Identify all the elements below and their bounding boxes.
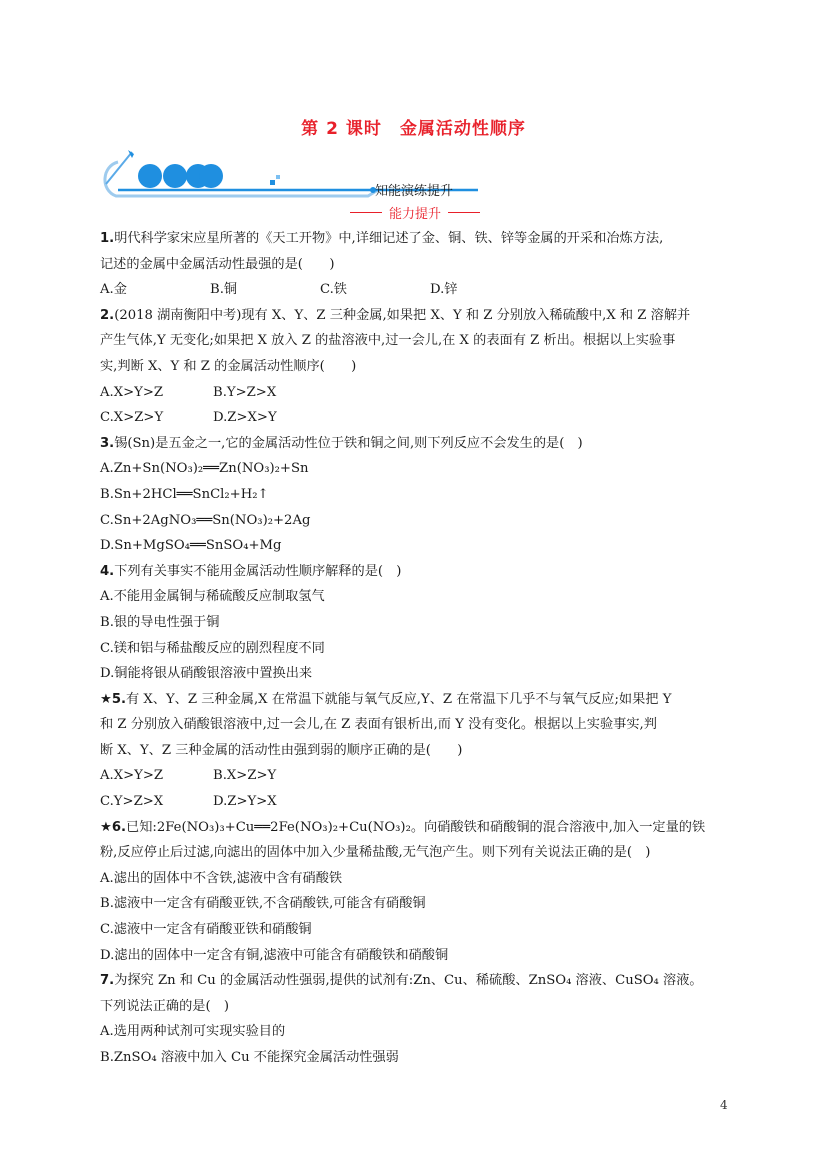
option: C.Y>Z>X — [100, 794, 164, 810]
question-2: 2.(2018 湖南衡阳中考)现有 X、Y、Z 三种金属,如果把 X、Y 和 Z 分别放入稀硫酸中,X 和 Z 溶解并 — [100, 307, 691, 323]
option: A.不能用金属铜与稀硫酸反应制取氢气 — [100, 589, 325, 605]
option: A.金 — [100, 282, 127, 298]
option: B.Sn+2HCl══SnCl₂+H₂↑ — [100, 486, 269, 502]
option: C.Sn+2AgNO₃══Sn(NO₃)₂+2Ag — [100, 512, 311, 528]
option: D.Z>Y>X — [213, 794, 277, 810]
question-5: ★5.有 X、Y、Z 三种金属,X 在常温下就能与氧气反应,Y、Z 在常温下几乎不与氧气反应;如果把 Y — [100, 691, 672, 707]
option: B.银的导电性强于铜 — [100, 614, 220, 630]
option: D.Z>X>Y — [213, 410, 277, 426]
question-1: 1.明代科学家宋应星所著的《天工开物》中,详细记述了金、铜、铁、锌等金属的开采和冶炼方法, — [100, 231, 664, 246]
question-2-options — [100, 380, 730, 406]
subsection-rule-right — [448, 212, 480, 213]
option: B.滤液中一定含有硝酸亚铁,不含硝酸铁,可能含有硝酸铜 — [100, 896, 426, 912]
option: B.X>Z>Y — [213, 768, 277, 784]
option: C.滤液中一定含有硝酸亚铁和硝酸铜 — [100, 922, 312, 938]
option: A.X>Y>Z — [100, 384, 164, 400]
option: D.滤出的固体中一定含有铜,滤液中可能含有硝酸铁和硝酸铜 — [100, 947, 449, 963]
option: C.X>Z>Y — [100, 410, 164, 426]
option: A.选用两种试剂可实现实验目的 — [100, 1024, 286, 1040]
question-5-options — [100, 763, 730, 789]
question-3: 3.锡(Sn)是五金之一,它的金属活动性位于铁和铜之间,则下列反应不会发生的是( ) — [100, 435, 583, 451]
option: B.ZnSO₄ 溶液中加入 Cu 不能探究金属活动性强弱 — [100, 1050, 399, 1065]
option: A.Zn+Sn(NO₃)₂══Zn(NO₃)₂+Sn — [100, 461, 309, 477]
option: C.镁和铝与稀盐酸反应的剧烈程度不同 — [100, 640, 325, 656]
question-4: 4.下列有关事实不能用金属活动性顺序解释的是( ) — [100, 563, 402, 579]
question-7: 7.为探究 Zn 和 Cu 的金属活动性强弱,提供的试剂有:Zn、Cu、稀硫酸、ZnSO₄ 溶液、CuSO₄ 溶液。 — [100, 973, 703, 989]
question-1-options — [100, 277, 730, 303]
page-number: 4 — [720, 1098, 728, 1112]
page-title: 第 2 课时 金属活动性顺序 — [301, 119, 526, 139]
option: D.锌 — [430, 282, 458, 298]
question-6: ★6.已知:2Fe(NO₃)₃+Cu══2Fe(NO₃)₂+Cu(NO₃)₂。向硝酸铁和硝酸铜的混合溶液中,加入一定量的铁 — [100, 819, 706, 835]
question-list: 1.明代科学家宋应星所著的《天工开物》中,详细记述了金、铜、铁、锌等金属的开采和冶炼方法, 记述的金属中金属活动性最强的是( ) A.金 B.铜 C.铁 D.锌 2.(2018 湖南衡阳中考)现有 X、Y、Z 三种金属,如果把 X、Y 和 Z 分别放入稀硫酸中,X 和 Z 溶解并 产生气体,Y 无变化;如果把 X 放入 Z 的盐溶液中,过一会儿,在 X 的表面有 Z 析出。根据以上实验事 实,判断 X、Y 和 Z 的金属活动性顺序( ) A.X>Y>Z B.Y>Z>X C.X>Z>Y D.Z>X>Y 3.锡(Sn)是五金之一,它的金属活动性位于铁和铜之间,则下列反应不会发生的是( ) A.Zn+Sn(NO₃)₂══Zn(NO₃)₂+Sn B.Sn+2HCl══SnCl₂+H₂↑ C.Sn+2AgNO₃══Sn(NO₃)₂+2Ag D.Sn+MgSO₄══SnSO₄+Mg 4.下列有关事实不能用金属活动性顺序解释的是( ) A.不能用金属铜与稀硫酸反应制取氢气 B.银的导电性强于铜 C.镁和铝与稀盐酸反应的剧烈程度不同 D.铜能将银从硝酸银溶液中置换出来 ★5.有 X、Y、Z 三种金属,X 在常温下就能与氧气反应,Y、Z 在常温下几乎不与氧气反应;如果把 Y 和 Z 分别放入硝酸银溶液中,过一会儿,在 Z 表面有银析出,而 Y 没有变化。根据以上实验事实,判 断 X、Y、Z 三种金属的活动性由强到弱的顺序正确的是( ) A.X>Y>Z B.X>Z>Y C.Y>Z>X D.Z>Y>X ★6.已知:2Fe(NO₃)₃+Cu══2Fe(NO₃)₂+Cu(NO₃)₂。向硝酸铁和硝酸铜的混合溶液中,加入一定量的铁 粉,反应停止后过滤,向滤出的固体中加入少量稀盐酸,无气泡产生。则下列有关说法正确的是( ) A.滤出的固体中不含铁,滤液中含有硝酸铁 B.滤液中一定含有硝酸亚铁,不含硝酸铁,可能含有硝酸铜 C.滤液中一定含有硝酸亚铁和硝酸铜 D.滤出的固体中一定含有铜,滤液中可能含有硝酸铁和硝酸铜 7.为探究 Zn 和 Cu 的金属活动性强弱,提供的试剂有:Zn、Cu、稀硫酸、ZnSO₄ 溶液、CuSO₄ 溶液。 下列说法正确的是( ) A.选用两种试剂可实现实验目的 B.ZnSO₄ 溶液中加入 Cu 不能探究金属活动性强弱 — [100, 226, 730, 1071]
option: B.Y>Z>X — [213, 384, 277, 400]
option: C.铁 — [320, 282, 347, 298]
option: A.X>Y>Z — [100, 768, 164, 784]
option: A.滤出的固体中不含铁,滤液中含有硝酸铁 — [100, 870, 343, 886]
subsection-label: 能力提升 — [388, 207, 441, 222]
option: D.铜能将银从硝酸银溶液中置换出来 — [100, 666, 313, 682]
section-label: 知能演练提升 — [375, 184, 454, 199]
option: D.Sn+MgSO₄══SnSO₄+Mg — [100, 538, 282, 554]
option: B.铜 — [210, 282, 238, 298]
